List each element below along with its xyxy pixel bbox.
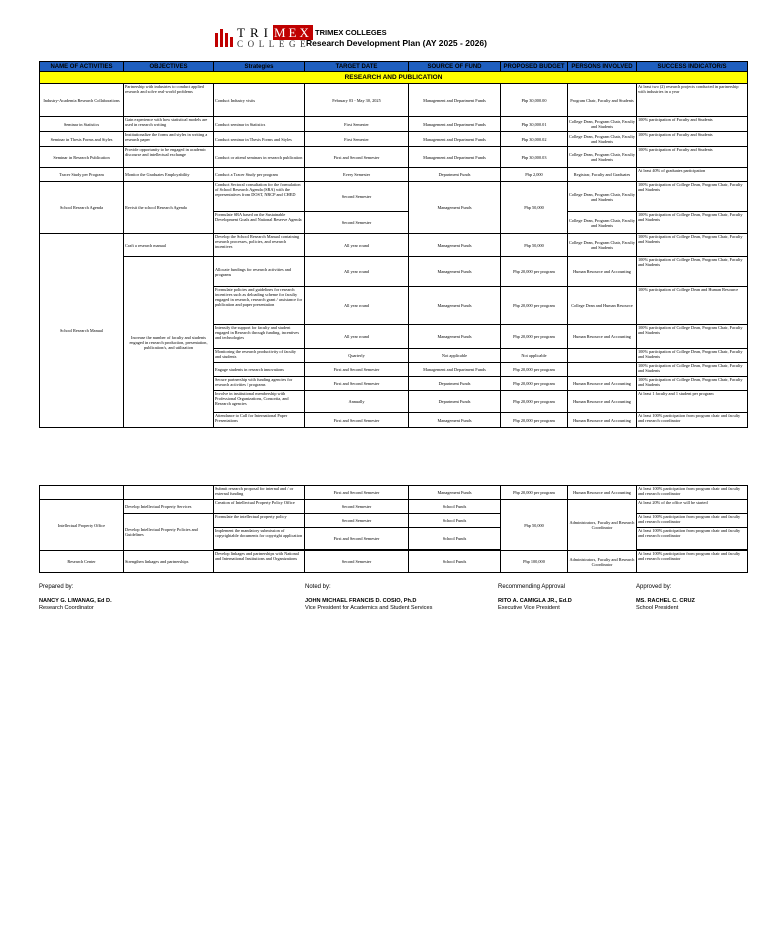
table-cell: Submit research proposal for internal and / or external funding xyxy=(214,486,305,500)
table-cell: Management Funds xyxy=(409,234,501,257)
col-header: SUCCESS INDICATOR/S xyxy=(637,62,748,72)
table-cell: 100% participation of Faculty and Students xyxy=(637,117,748,132)
table-cell: Php 2,000 xyxy=(501,168,568,182)
logo-text: MEX xyxy=(273,25,312,40)
table-row xyxy=(40,117,748,132)
table-cell: Conduct or attend seminars in research publication xyxy=(214,147,305,168)
table-cell: Conduct Sectoral consultation for the formulation of School Research Agenda (SRA) with the representatives from DOST, NRCP and CHED xyxy=(214,182,305,212)
table-cell: At least 40% of graduates participation xyxy=(637,168,748,182)
table-cell xyxy=(568,363,637,377)
table-cell: School Research Manual xyxy=(40,234,124,428)
table-cell: First and Second Semester xyxy=(305,528,409,550)
table-cell: 100% participation of College Dean and Human Resource xyxy=(637,287,748,325)
table-cell: Management Funds xyxy=(409,287,501,325)
table-cell: Management Funds xyxy=(409,486,501,500)
table-cell: College Dean, Program Chair, Faculty and Students xyxy=(568,212,637,234)
table-cell: Every Semester xyxy=(305,168,409,182)
table-row xyxy=(40,234,748,257)
table-cell: Program Chair, Faculty and Students xyxy=(568,84,637,117)
table-cell: Conduct Industry visits xyxy=(214,84,305,117)
table-cell: Institutionalize the forms and styles in writing a research paper xyxy=(124,132,214,147)
col-header: TARGET DATE xyxy=(305,62,409,72)
table-row xyxy=(40,132,748,147)
school-name: TRIMEX COLLEGES xyxy=(315,28,387,37)
table-cell: Tracer Study per Program xyxy=(40,168,124,182)
table-cell: All year round xyxy=(305,287,409,325)
table-cell: First and Second Semester xyxy=(305,363,409,377)
table-cell: 100% participation of College Dean, Program Chair, Faculty and Students xyxy=(637,257,748,287)
document-header xyxy=(0,0,768,60)
table-cell: Formulate SRA based on the Sustainable Development Goals and National Reserve Agenda xyxy=(214,212,305,234)
table-cell: Php 30,000.02 xyxy=(501,132,568,147)
table-cell: Formulate the intellectual property policy xyxy=(214,514,305,528)
table-row xyxy=(40,168,748,182)
signature-text: School President xyxy=(636,605,679,611)
table-cell: Management and Department Funds xyxy=(409,84,501,117)
plan-table-page2 xyxy=(39,485,748,573)
table-cell: Php 20,000 per program xyxy=(501,486,568,500)
table-cell: Gain experience with how statistical models are used in research writing xyxy=(124,117,214,132)
table-cell: Seminar in Statistics xyxy=(40,117,124,132)
table-cell: Php 30,000.03 xyxy=(501,147,568,168)
table-cell: First Semester xyxy=(305,132,409,147)
table-cell: College Dean, Program Chair, Faculty and Students xyxy=(568,182,637,212)
table-cell: Provide opportunity to be engaged in academic discourse and intellectual exchange xyxy=(124,147,214,168)
table-cell: Human Resource and Accounting xyxy=(568,486,637,500)
table-cell: Management and Department Funds xyxy=(409,363,501,377)
table-cell: Engage students in research innovations xyxy=(214,363,305,377)
logo-bars-icon xyxy=(215,27,235,47)
table-cell: Php 20,000 per program xyxy=(501,257,568,287)
table-cell: Creation of Intellectual Property Policy Office xyxy=(214,500,305,514)
plan-table-page1 xyxy=(39,61,748,428)
table-cell xyxy=(568,349,637,363)
table-cell: Partnership with industries to conduct applied research and solve real-world problems xyxy=(124,84,214,117)
table-cell: Attendance to Call for International Paper Presentations xyxy=(214,413,305,428)
table-cell: Php 50,000 xyxy=(501,500,568,551)
table-cell: First and Second Semester xyxy=(305,147,409,168)
table-cell: Php 50,000 xyxy=(501,234,568,257)
table-cell: At least two (2) research projects conducted in partnership with industries in a year xyxy=(637,84,748,117)
table-cell: 100% participation of Faculty and Students xyxy=(637,132,748,147)
table-cell: Registrar, Faculty and Graduates xyxy=(568,168,637,182)
table-cell: Human Resource and Accounting xyxy=(568,257,637,287)
table-cell: Second Semester xyxy=(305,212,409,234)
table-cell: Monitor the Graduates Employability xyxy=(124,168,214,182)
signature-text: JOHN MICHAEL FRANCIS D. COSIO, Ph.D xyxy=(305,598,417,604)
table-cell: Increase the number of faculty and students engaged in research production, presentation, publication/s, and utilization xyxy=(124,257,214,428)
table-cell: Develop the School Research Manual containing research processes, policies, and research incentives xyxy=(214,234,305,257)
table-cell: Human Resource and Accounting xyxy=(568,377,637,391)
table-cell: Second Semester xyxy=(305,182,409,212)
table-cell: First and Second Semester xyxy=(305,377,409,391)
table-cell: Intellectual Property Office xyxy=(40,500,124,551)
table-cell: Research Center xyxy=(40,551,124,573)
table-cell: Formulate policies and guidelines for research incentives such as deloading scheme for faculty engaged in research, research grant / assistance for publication and paper presentation xyxy=(214,287,305,325)
signature-text: Vice President for Academics and Student Services xyxy=(305,605,433,611)
table-cell: Department Funds xyxy=(409,391,501,413)
table-cell: Department Funds xyxy=(409,377,501,391)
table-row xyxy=(40,551,748,573)
table-cell: Php 50,000 xyxy=(501,182,568,234)
table-cell: At least 100% participation from program chair and faculty and research coordinator xyxy=(637,486,748,500)
table-cell: Not applicable xyxy=(501,349,568,363)
table-cell: Php 20,000 per program xyxy=(501,377,568,391)
table-cell: Human Resource and Accounting xyxy=(568,413,637,428)
table-cell: At least 100% participation from program chair and faculty and research coordinator xyxy=(637,528,748,550)
table-cell: 100% participation of College Dean, Program Chair, Faculty and Students xyxy=(637,377,748,391)
table-row xyxy=(40,147,748,168)
col-header: SOURCE OF FUND xyxy=(409,62,501,72)
table-cell: Conduct a Tracer Study per program xyxy=(214,168,305,182)
table-cell: Second Semester xyxy=(305,500,409,514)
table-cell: College Dean, Program Chair, Faculty and Students xyxy=(568,132,637,147)
signature-noted xyxy=(305,584,432,612)
table-cell: Conduct seminar in Thesis Forms and Styles xyxy=(214,132,305,147)
logo-text: TRI xyxy=(237,25,273,40)
table-cell: Human Resource and Accounting xyxy=(568,391,637,413)
signature-text: Noted by: xyxy=(305,584,331,590)
table-cell: First and Second Semester xyxy=(305,486,409,500)
table-cell: Not applicable xyxy=(409,349,501,363)
table-cell: College Dean, Program Chair, Faculty and Students xyxy=(568,234,637,257)
table-cell: School Funds xyxy=(409,514,501,528)
table-cell: Second Semester xyxy=(305,551,409,573)
table-cell: All year round xyxy=(305,257,409,287)
table-cell: Allocate fundings for research activities and programs xyxy=(214,257,305,287)
col-header: PERSONS INVOLVED xyxy=(568,62,637,72)
table-cell: February 03 - May 30, 2025 xyxy=(305,84,409,117)
table-cell: 100% participation of College Dean, Program Chair, Faculty and Students xyxy=(637,325,748,349)
table-cell: At least 20% of the office will be started xyxy=(637,500,748,514)
table-cell: Develop Intellectual Property Services xyxy=(124,500,214,514)
section-title: RESEARCH AND PUBLICATION xyxy=(40,72,748,84)
logo-text: COLLEGE xyxy=(237,39,311,49)
table-cell: School Funds xyxy=(409,528,501,550)
table-cell: Administrators, Faculty and Research Coordinator xyxy=(568,551,637,573)
table-row xyxy=(40,84,748,117)
table-cell: Second Semester xyxy=(305,514,409,528)
table-cell: Annually xyxy=(305,391,409,413)
table-cell: 100% participation of College Dean, Program Chair, Faculty and Students xyxy=(637,349,748,363)
signature-approved xyxy=(636,584,695,612)
signature-recommending xyxy=(498,584,572,612)
table-cell: School Funds xyxy=(409,551,501,573)
col-header: Strategies xyxy=(214,62,305,72)
table-cell: Management Funds xyxy=(409,182,501,234)
signature-text: Prepared by: xyxy=(39,584,74,590)
table-cell: Php 30,000.00 xyxy=(501,84,568,117)
table-cell: School Funds xyxy=(409,500,501,514)
table-cell: Seminar in Research Publication xyxy=(40,147,124,168)
table-cell: School Research Agenda xyxy=(40,182,124,234)
table-cell: Php 20,000 per program xyxy=(501,391,568,413)
table-cell: Management and Department Funds xyxy=(409,147,501,168)
table-cell: Develop Intellectual Property Policies and Guidelines xyxy=(124,514,214,551)
table-cell: Involve in institutional membership with Professional Organizations, Consortia, and Research agencies xyxy=(214,391,305,413)
table-cell: At least 100% participation from program chair and faculty and research coordinator xyxy=(637,413,748,428)
col-header: OBJECTIVES xyxy=(124,62,214,72)
table-cell: Human Resource and Accounting xyxy=(568,325,637,349)
table-row xyxy=(40,514,748,528)
col-header: PROPOSED BUDGET xyxy=(501,62,568,72)
signature-text: MS. RACHEL C. CRUZ xyxy=(636,598,695,604)
table-cell: Management Funds xyxy=(409,413,501,428)
table-cell: Php 100,000 xyxy=(501,551,568,573)
table-cell: First Semester xyxy=(305,117,409,132)
table-cell: Php 30,000.01 xyxy=(501,117,568,132)
table-cell: At least 100% participation from program chair and faculty and research coordinator xyxy=(637,514,748,528)
table-cell: Quarterly xyxy=(305,349,409,363)
table-cell: At least 100% participation from program chair and faculty and research coordinator xyxy=(637,551,748,573)
table-cell: Develop linkages and partnerships with National and International Institutions and Organizations xyxy=(214,551,305,573)
col-header: NAME OF ACTIVITIES xyxy=(40,62,124,72)
table-cell: All year round xyxy=(305,325,409,349)
table-cell: Department Funds xyxy=(409,168,501,182)
table-row xyxy=(40,182,748,212)
table-cell: 100% participation of College Dean, Program Chair, Faculty and Students xyxy=(637,182,748,212)
table-cell: Seminar in Thesis Forms and Styles xyxy=(40,132,124,147)
signature-prepared xyxy=(39,584,112,612)
table-cell: At least 1 faculty and 1 student per program xyxy=(637,391,748,413)
table-cell: Industry-Academia Research Collaborations xyxy=(40,84,124,117)
table-cell: Management Funds xyxy=(409,325,501,349)
plan-title: Research Development Plan (AY 2025 - 2026) xyxy=(306,38,487,48)
table-cell: Php 20,000 per program xyxy=(501,363,568,377)
signature-text: NANCY G. LIWANAG, Ed D. xyxy=(39,598,112,604)
table-cell: Management and Department Funds xyxy=(409,117,501,132)
table-header-row xyxy=(40,62,748,72)
table-cell: 100% participation of Faculty and Students xyxy=(637,147,748,168)
table-cell: Implement the mandatory submission of copyrightable documents for copyright application xyxy=(214,528,305,550)
table-cell: Management and Department Funds xyxy=(409,132,501,147)
table-cell: Revisit the school Research Agenda xyxy=(124,182,214,234)
table-cell: Strengthen linkages and partnerships xyxy=(124,551,214,573)
table-cell: Monitoring the research productivity of faculty and students xyxy=(214,349,305,363)
table-cell xyxy=(40,486,124,500)
signature-text: RITO A. CAMIGLA JR., Ed.D xyxy=(498,598,572,604)
signature-text: Executive Vice President xyxy=(498,605,560,611)
table-cell: College Dean, Program Chair, Faculty and Students xyxy=(568,147,637,168)
table-cell: Secure partnership with funding agencies for research activities / programs xyxy=(214,377,305,391)
signature-text: Approved by: xyxy=(636,584,672,590)
table-row xyxy=(40,486,748,500)
table-cell: Craft a research manual xyxy=(124,234,214,257)
table-cell: 100% participation of College Dean, Program Chair, Faculty and Students xyxy=(637,212,748,234)
signature-text: Recommending Approval xyxy=(498,584,566,590)
table-row xyxy=(40,257,748,287)
table-cell xyxy=(124,486,214,500)
table-cell: Php 20,000 per program xyxy=(501,325,568,349)
table-cell: Conduct seminar in Statistics xyxy=(214,117,305,132)
table-cell: 100% participation of College Dean, Program Chair, Faculty and Students xyxy=(637,234,748,257)
logo-text xyxy=(237,26,313,39)
table-cell: 100% participation of College Dean, Program Chair, Faculty and Students xyxy=(637,363,748,377)
table-cell: Management Funds xyxy=(409,257,501,287)
table-cell: Php 20,000 per program xyxy=(501,287,568,325)
trimex-logo xyxy=(215,26,315,48)
table-cell: All year round xyxy=(305,234,409,257)
table-cell: Intensify the support for faculty and student engaged in Research through funding, incentives and technologies xyxy=(214,325,305,349)
table-cell: First and Second Semester xyxy=(305,413,409,428)
table-cell: College Dean and Human Resource xyxy=(568,287,637,325)
table-cell: Php 20,000 per program xyxy=(501,413,568,428)
table-cell: College Dean, Program Chair, Faculty and Students xyxy=(568,117,637,132)
signature-text: Research Coordinator xyxy=(39,605,94,611)
table-cell: Administrators, Faculty and Research Coordinator xyxy=(568,500,637,551)
table-row xyxy=(40,500,748,514)
